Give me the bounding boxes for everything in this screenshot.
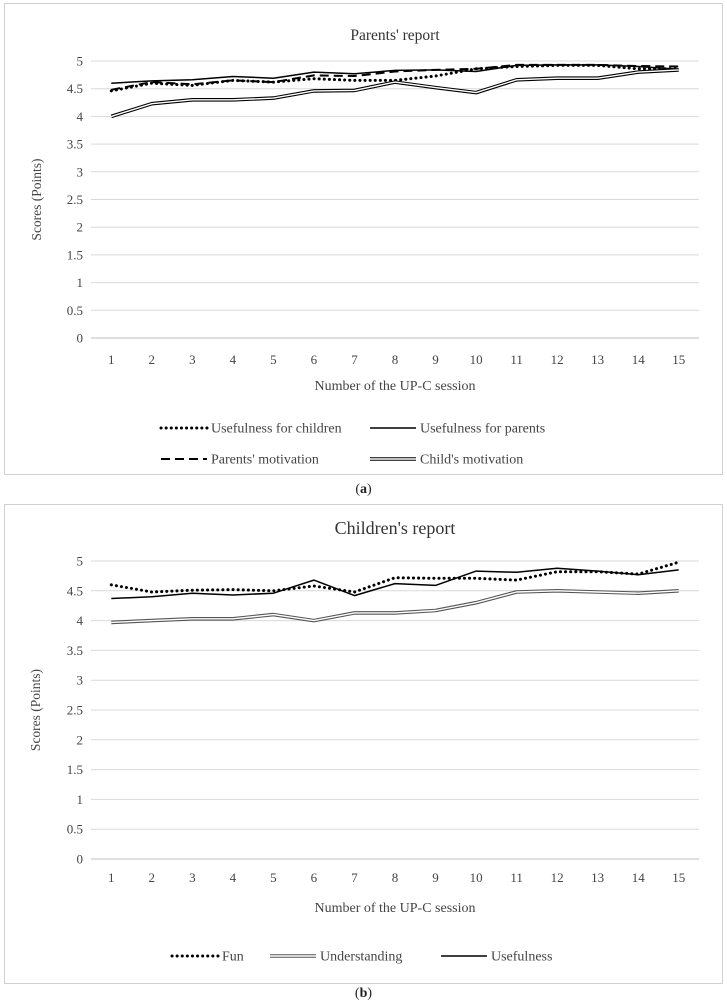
data-point-usefulness [109,597,113,601]
y-tick-label: 1 [76,275,83,291]
y-tick-label: 0.5 [66,821,83,837]
x-tick-label: 2 [148,870,156,885]
data-point-usefulness-for-children [353,78,357,82]
data-point-fun [312,584,316,588]
series-line-understanding [111,591,678,623]
data-point-parents-motivation [434,68,438,72]
data-point-usefulness [231,593,235,597]
y-tick-label: 4 [76,613,83,629]
data-point-fun [434,576,438,580]
x-tick-label: 7 [351,870,358,885]
data-point-fun [150,590,154,594]
data-point-parents-motivation [474,67,478,71]
x-tick-label: 14 [631,870,645,885]
data-point-parents-motivation [109,88,113,92]
data-point-usefulness [150,595,154,599]
x-axis-label: Number of the UP-C session [314,379,476,394]
y-tick-label: 2.5 [66,702,83,718]
data-point-understanding [353,611,357,615]
data-point-fun [555,570,559,574]
caption-a-label: a [360,482,367,497]
data-point-usefulness [596,569,600,573]
y-tick-label: 3 [76,164,83,180]
data-point-understanding [393,611,397,615]
x-tick-label: 6 [310,870,318,885]
x-tick-label: 9 [432,870,439,885]
data-point-child-s-motivation [312,89,316,93]
legend-label-usefulness-for-children: Usefulness for children [211,421,342,437]
data-point-usefulness [677,568,681,572]
x-tick-label: 8 [391,870,399,885]
y-tick-label: 2 [76,732,83,748]
data-point-understanding [596,590,600,594]
series-line-child-s-motivation-outer [111,70,678,117]
chart-title: Children's report [334,518,456,538]
data-point-parents-motivation [231,78,235,82]
y-tick-label: 0.5 [66,302,83,318]
data-point-understanding [636,591,640,595]
data-point-usefulness [271,591,275,595]
x-tick-label: 11 [510,870,523,885]
data-point-understanding [312,619,316,623]
y-tick-label: 2 [76,219,83,235]
series-line-understanding-outer [111,591,678,623]
y-tick-label: 0 [76,851,83,867]
x-tick-label: 4 [229,352,237,367]
caption-b: (b) [354,986,373,1001]
legend-label-child-s-motivation: Child's motivation [420,452,524,468]
data-point-understanding [271,613,275,617]
x-axis-label: Number of the UP-C session [314,901,476,916]
data-point-usefulness-for-parents [190,78,194,82]
data-point-parents-motivation [636,64,640,68]
x-tick-label: 13 [591,352,605,367]
data-point-child-s-motivation [677,68,681,72]
data-point-fun [677,560,681,564]
data-point-usefulness-for-children [434,74,438,78]
data-point-usefulness-for-parents [109,81,113,85]
chart-childrens-report [5,505,724,985]
data-point-fun [393,576,397,580]
data-point-parents-motivation [353,74,357,78]
y-axis-label: Scores (Points) [28,668,43,752]
data-point-understanding [150,619,154,623]
data-point-fun [353,590,357,594]
y-tick-label: 3.5 [66,136,83,152]
data-point-parents-motivation [515,63,519,67]
data-point-understanding [515,590,519,594]
x-tick-label: 1 [108,352,115,367]
x-tick-label: 15 [672,870,686,885]
y-tick-label: 1.5 [66,762,83,778]
data-point-understanding [109,620,113,624]
x-tick-label: 12 [550,870,564,885]
y-tick-label: 3.5 [66,642,83,658]
data-point-parents-motivation [271,80,275,84]
data-point-fun [109,583,113,587]
data-point-child-s-motivation [515,78,519,82]
y-tick-label: 4 [76,108,83,124]
data-point-usefulness [434,583,438,587]
data-point-understanding [190,617,194,621]
x-tick-label: 5 [270,352,277,367]
data-point-child-s-motivation [596,76,600,80]
data-point-understanding [231,617,235,621]
data-point-child-s-motivation [636,70,640,74]
data-point-parents-motivation [596,63,600,67]
x-tick-label: 7 [351,352,358,367]
x-tick-label: 13 [591,870,605,885]
data-point-understanding [474,601,478,605]
legend-label-usefulness: Usefulness [491,949,553,965]
y-tick-label: 4.5 [66,81,83,97]
data-point-fun [474,576,478,580]
data-point-usefulness [515,570,519,574]
y-tick-label: 4.5 [66,583,83,599]
legend-label-usefulness-for-parents: Usefulness for parents [420,421,546,437]
y-tick-label: 1 [76,791,83,807]
legend-label-parents-motivation: Parents' motivation [211,452,319,468]
data-point-usefulness [555,566,559,570]
legend [161,422,545,468]
data-point-fun [231,588,235,592]
data-point-parents-motivation [555,63,559,67]
data-point-child-s-motivation [353,88,357,92]
x-tick-label: 11 [510,352,523,367]
data-point-parents-motivation [190,82,194,86]
y-tick-label: 0 [76,330,83,346]
data-point-understanding [555,589,559,593]
data-point-usefulness-for-parents [271,76,275,80]
x-tick-label: 3 [189,352,196,367]
data-point-child-s-motivation [271,96,275,100]
series-lines [109,560,680,624]
data-point-understanding [677,589,681,593]
legend-label-fun: Fun [222,949,244,965]
x-tick-label: 5 [270,870,277,885]
x-tick-label: 6 [310,352,318,367]
data-point-child-s-motivation [555,76,559,80]
legend-label-understanding: Understanding [320,949,403,965]
data-point-parents-motivation [312,73,316,77]
data-point-usefulness [474,569,478,573]
data-point-usefulness [312,578,316,582]
data-point-child-s-motivation [190,98,194,102]
y-tick-label: 3 [76,672,83,688]
data-point-usefulness [393,582,397,586]
caption-b-label: b [359,986,368,1001]
data-point-child-s-motivation [150,102,154,106]
x-tick-label: 2 [148,352,156,367]
caption-a: (a) [355,482,372,497]
y-tick-label: 5 [76,53,83,69]
y-tick-label: 5 [76,553,83,569]
x-tick-label: 9 [432,352,439,367]
chart-title: Parents' report [350,27,440,44]
data-point-child-s-motivation [231,98,235,102]
data-point-child-s-motivation [393,80,397,84]
data-point-child-s-motivation [474,91,478,95]
data-point-usefulness [190,591,194,595]
data-point-usefulness-for-parents [231,75,235,79]
x-tick-label: 14 [631,352,645,367]
y-tick-label: 2.5 [66,192,83,207]
y-axis-label: Scores (Points) [29,158,44,241]
data-point-fun [515,578,519,582]
x-tick-label: 10 [469,870,483,885]
x-tick-label: 8 [391,352,399,367]
x-tick-label: 1 [108,870,115,885]
x-tick-label: 4 [229,870,237,885]
x-tick-label: 15 [672,352,686,367]
x-tick-label: 12 [550,352,564,367]
data-point-parents-motivation [393,70,397,74]
series-lines [109,63,680,119]
data-point-understanding [434,609,438,613]
data-point-parents-motivation [150,80,154,84]
chart-parents-report [5,4,724,476]
data-point-usefulness [353,594,357,598]
data-point-usefulness [636,573,640,577]
data-point-child-s-motivation [434,86,438,90]
series-line-child-s-motivation [111,70,678,117]
x-tick-label: 10 [469,352,483,367]
legend [172,950,552,965]
y-tick-label: 1.5 [66,247,83,263]
data-point-child-s-motivation [109,114,113,118]
chart-panel-children [4,504,723,984]
chart-panel-parents [4,3,723,475]
x-tick-label: 3 [189,870,196,885]
